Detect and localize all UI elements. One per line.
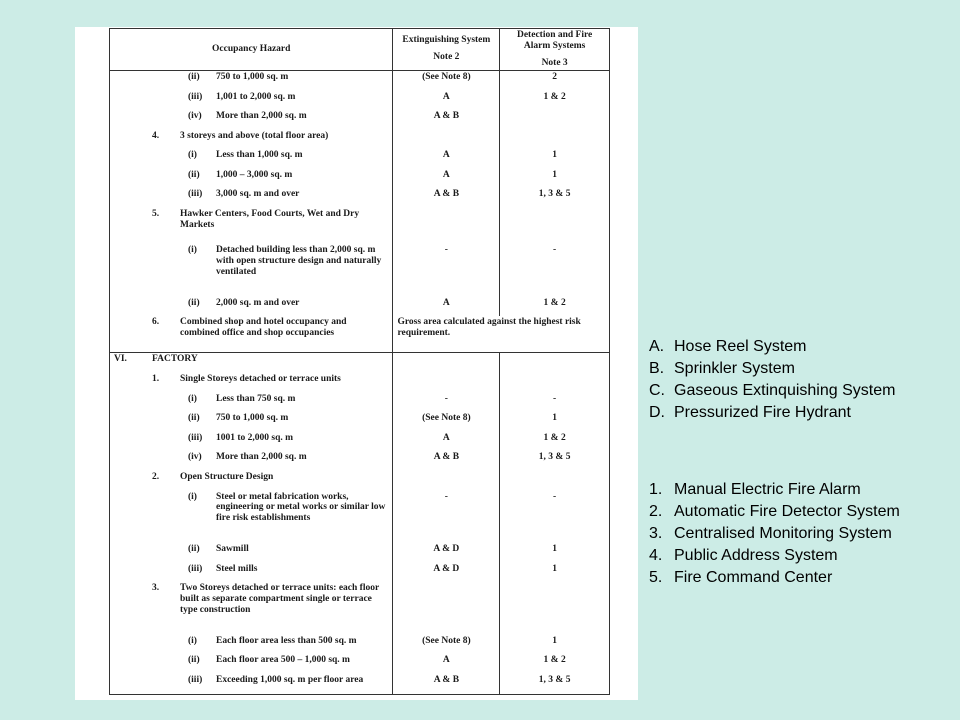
extinguishing-cell: A xyxy=(393,169,500,189)
row-description: Less than 750 sq. m xyxy=(216,393,296,404)
row-number: (iii) xyxy=(188,432,203,443)
legend-key: C. xyxy=(649,382,665,399)
detection-cell xyxy=(500,208,610,244)
table-row xyxy=(110,169,610,189)
detection-cell: - xyxy=(500,393,610,413)
header-extinguishing-note: Note 2 xyxy=(433,52,460,63)
extinguishing-cell: A & D xyxy=(393,563,500,583)
occupancy-cell xyxy=(110,635,393,655)
table-row xyxy=(110,110,610,130)
legend-label: Automatic Fire Detector System xyxy=(674,503,900,520)
detection-legend-item xyxy=(649,523,900,545)
row-number: 1. xyxy=(152,374,160,385)
extinguishing-cell xyxy=(393,353,500,373)
table-row xyxy=(110,91,610,111)
detection-legend-item xyxy=(649,545,900,567)
occupancy-cell xyxy=(110,543,393,563)
row-number: (iv) xyxy=(188,452,202,463)
row-description: 750 to 1,000 sq. m xyxy=(216,413,289,424)
document-page xyxy=(75,27,638,700)
occupancy-cell xyxy=(110,188,393,208)
extinguishing-cell: A & D xyxy=(393,543,500,563)
header-detection xyxy=(500,29,610,71)
extinguishing-cell: A xyxy=(393,297,500,317)
header-extinguishing-label: Extinguishing System xyxy=(402,35,491,46)
row-number: (i) xyxy=(188,491,197,502)
extinguishing-cell xyxy=(393,582,500,635)
row-description: Sawmill xyxy=(216,544,249,555)
row-number: VI. xyxy=(114,354,127,365)
table-row xyxy=(110,471,610,491)
occupancy-cell xyxy=(110,451,393,471)
legend-key: 3. xyxy=(649,525,663,542)
row-number: 6. xyxy=(152,317,160,328)
legend-label: Pressurized Fire Hydrant xyxy=(674,404,851,421)
detection-cell: 1 xyxy=(500,149,610,169)
row-description: 2,000 sq. m and over xyxy=(216,297,300,308)
header-occupancy xyxy=(110,29,393,71)
row-description: 3 storeys and above (total floor area) xyxy=(180,130,329,141)
occupancy-cell xyxy=(110,412,393,432)
occupancy-cell xyxy=(110,393,393,413)
table-row xyxy=(110,543,610,563)
detection-cell xyxy=(500,582,610,635)
table-row xyxy=(110,654,610,674)
extinguishing-legend-item xyxy=(649,358,895,380)
extinguishing-cell xyxy=(393,208,500,244)
detection-cell xyxy=(500,471,610,491)
row-description: Hawker Centers, Food Courts, Wet and Dry Markets xyxy=(180,208,360,230)
detection-cell: 1, 3 & 5 xyxy=(500,451,610,471)
extinguishing-cell: A & B xyxy=(393,451,500,471)
legend-label: Manual Electric Fire Alarm xyxy=(674,481,861,498)
detection-legend-item xyxy=(649,479,900,501)
table-row xyxy=(110,188,610,208)
extinguishing-cell: - xyxy=(393,393,500,413)
detection-cell: 2 xyxy=(500,70,610,90)
occupancy-cell xyxy=(110,130,393,150)
merged-requirement-cell: Gross area calculated against the highest risk requirement. xyxy=(393,316,610,353)
row-description: More than 2,000 sq. m xyxy=(216,452,307,463)
row-number: 3. xyxy=(152,583,160,594)
table-row xyxy=(110,412,610,432)
header-detection-label: Detection and Fire Alarm Systems xyxy=(516,30,593,51)
row-number: (ii) xyxy=(188,169,200,180)
legend-key: 4. xyxy=(649,547,663,564)
table-row xyxy=(110,353,610,373)
extinguishing-legend-item xyxy=(649,336,895,358)
occupancy-cell xyxy=(110,316,393,353)
legend-label: Sprinkler System xyxy=(674,360,795,377)
extinguishing-cell: A xyxy=(393,432,500,452)
extinguishing-cell: A xyxy=(393,149,500,169)
row-number: (i) xyxy=(188,393,197,404)
table-row xyxy=(110,70,610,90)
occupancy-cell xyxy=(110,654,393,674)
row-description: FACTORY xyxy=(152,354,198,365)
row-description: Each floor area less than 500 sq. m xyxy=(216,635,357,646)
extinguishing-cell: - xyxy=(393,491,500,544)
extinguishing-cell: (See Note 8) xyxy=(393,70,500,90)
header-detection-note: Note 3 xyxy=(541,57,568,68)
legend-label: Gaseous Extinquishing System xyxy=(674,382,896,399)
row-description: Open Structure Design xyxy=(180,471,274,482)
table-row xyxy=(110,582,610,635)
row-description: 750 to 1,000 sq. m xyxy=(216,71,289,82)
row-number: (iv) xyxy=(188,111,202,122)
row-number: (ii) xyxy=(188,297,200,308)
occupancy-cell xyxy=(110,169,393,189)
row-number: 2. xyxy=(152,471,160,482)
table-row xyxy=(110,393,610,413)
table-body xyxy=(110,70,610,694)
row-number: (iii) xyxy=(188,189,203,200)
row-number: (iii) xyxy=(188,674,203,685)
table-row xyxy=(110,130,610,150)
occupancy-hazard-table xyxy=(109,28,610,695)
row-description: Single Storeys detached or terrace units xyxy=(180,374,341,385)
legend-label: Fire Command Center xyxy=(674,569,833,586)
detection-cell: 1, 3 & 5 xyxy=(500,188,610,208)
occupancy-cell xyxy=(110,70,393,90)
legend-key: B. xyxy=(649,360,665,377)
occupancy-cell xyxy=(110,491,393,544)
table-row xyxy=(110,208,610,244)
row-number: (ii) xyxy=(188,71,200,82)
occupancy-cell xyxy=(110,471,393,491)
detection-cell: 1 & 2 xyxy=(500,654,610,674)
detection-cell: - xyxy=(500,244,610,297)
row-number: (i) xyxy=(188,150,197,161)
extinguishing-cell: A xyxy=(393,91,500,111)
occupancy-cell xyxy=(110,563,393,583)
extinguishing-legend-item xyxy=(649,402,895,424)
table-row xyxy=(110,149,610,169)
table-row xyxy=(110,635,610,655)
table-row xyxy=(110,432,610,452)
row-description: 3,000 sq. m and over xyxy=(216,189,300,200)
row-description: Each floor area 500 – 1,000 sq. m xyxy=(216,655,350,666)
row-description: 1,001 to 2,000 sq. m xyxy=(216,91,296,102)
detection-cell xyxy=(500,353,610,373)
occupancy-cell xyxy=(110,91,393,111)
detection-cell: 1 xyxy=(500,635,610,655)
extinguishing-cell xyxy=(393,373,500,393)
detection-cell: 1 & 2 xyxy=(500,432,610,452)
table-row xyxy=(110,297,610,317)
row-number: (ii) xyxy=(188,413,200,424)
table-row xyxy=(110,451,610,471)
detection-cell: 1 xyxy=(500,563,610,583)
row-description: Detached building less than 2,000 sq. m with open structure design and naturally ventilated xyxy=(216,244,382,277)
legend-key: 5. xyxy=(649,569,663,586)
extinguishing-legend-item xyxy=(649,380,895,402)
table-row xyxy=(110,491,610,544)
extinguishing-cell: (See Note 8) xyxy=(393,412,500,432)
row-description: Steel mills xyxy=(216,563,258,574)
row-description: Less than 1,000 sq. m xyxy=(216,150,303,161)
row-description: 1001 to 2,000 sq. m xyxy=(216,432,294,443)
detection-cell: 1 & 2 xyxy=(500,297,610,317)
table-row xyxy=(110,674,610,695)
occupancy-cell xyxy=(110,674,393,695)
legend-label: Public Address System xyxy=(674,547,838,564)
detection-cell: 1, 3 & 5 xyxy=(500,674,610,695)
row-description: 1,000 – 3,000 sq. m xyxy=(216,169,293,180)
occupancy-cell xyxy=(110,432,393,452)
table-row xyxy=(110,316,610,353)
extinguishing-legend xyxy=(649,336,895,424)
table-row xyxy=(110,373,610,393)
header-extinguishing xyxy=(393,29,500,71)
detection-cell xyxy=(500,130,610,150)
extinguishing-cell xyxy=(393,130,500,150)
row-number: (ii) xyxy=(188,655,200,666)
extinguishing-cell: (See Note 8) xyxy=(393,635,500,655)
occupancy-cell xyxy=(110,582,393,635)
row-number: (i) xyxy=(188,635,197,646)
extinguishing-cell xyxy=(393,471,500,491)
header-occupancy-label: Occupancy Hazard xyxy=(212,43,291,54)
legend-key: A. xyxy=(649,338,665,355)
detection-cell: 1 xyxy=(500,169,610,189)
occupancy-cell xyxy=(110,208,393,244)
extinguishing-cell: A & B xyxy=(393,110,500,130)
detection-cell: 1 & 2 xyxy=(500,91,610,111)
detection-cell: 1 xyxy=(500,412,610,432)
occupancy-cell xyxy=(110,297,393,317)
legend-label: Centralised Monitoring System xyxy=(674,525,892,542)
detection-legend-item xyxy=(649,501,900,523)
row-number: 5. xyxy=(152,208,160,219)
legend-key: D. xyxy=(649,404,665,421)
occupancy-cell xyxy=(110,110,393,130)
detection-legend xyxy=(649,479,900,589)
table-row xyxy=(110,244,610,297)
legend-key: 1. xyxy=(649,481,663,498)
row-number: (i) xyxy=(188,244,197,255)
row-description: Steel or metal fabrication works, engineering or metal works or similar low fire risk establishments xyxy=(216,491,386,524)
legend-label: Hose Reel System xyxy=(674,338,807,355)
occupancy-cell xyxy=(110,149,393,169)
detection-cell: 1 xyxy=(500,543,610,563)
row-description: Two Storeys detached or terrace units: each floor built as separate compartment single or terrace type construction xyxy=(180,583,380,616)
detection-legend-item xyxy=(649,567,900,589)
occupancy-cell xyxy=(110,244,393,297)
detection-cell xyxy=(500,373,610,393)
row-description: Combined shop and hotel occupancy and combined office and shop occupancies xyxy=(180,317,347,339)
extinguishing-cell: A xyxy=(393,654,500,674)
legend-key: 2. xyxy=(649,503,663,520)
row-number: 4. xyxy=(152,130,160,141)
row-number: (iii) xyxy=(188,91,203,102)
occupancy-cell xyxy=(110,373,393,393)
row-number: (iii) xyxy=(188,563,203,574)
occupancy-cell xyxy=(110,353,393,373)
detection-cell xyxy=(500,110,610,130)
detection-cell: - xyxy=(500,491,610,544)
extinguishing-cell: A & B xyxy=(393,674,500,695)
table-row xyxy=(110,563,610,583)
table-header-row xyxy=(110,29,610,71)
row-description: More than 2,000 sq. m xyxy=(216,111,307,122)
extinguishing-cell: - xyxy=(393,244,500,297)
row-description: Exceeding 1,000 sq. m per floor area xyxy=(216,674,364,685)
extinguishing-cell: A & B xyxy=(393,188,500,208)
row-number: (ii) xyxy=(188,544,200,555)
